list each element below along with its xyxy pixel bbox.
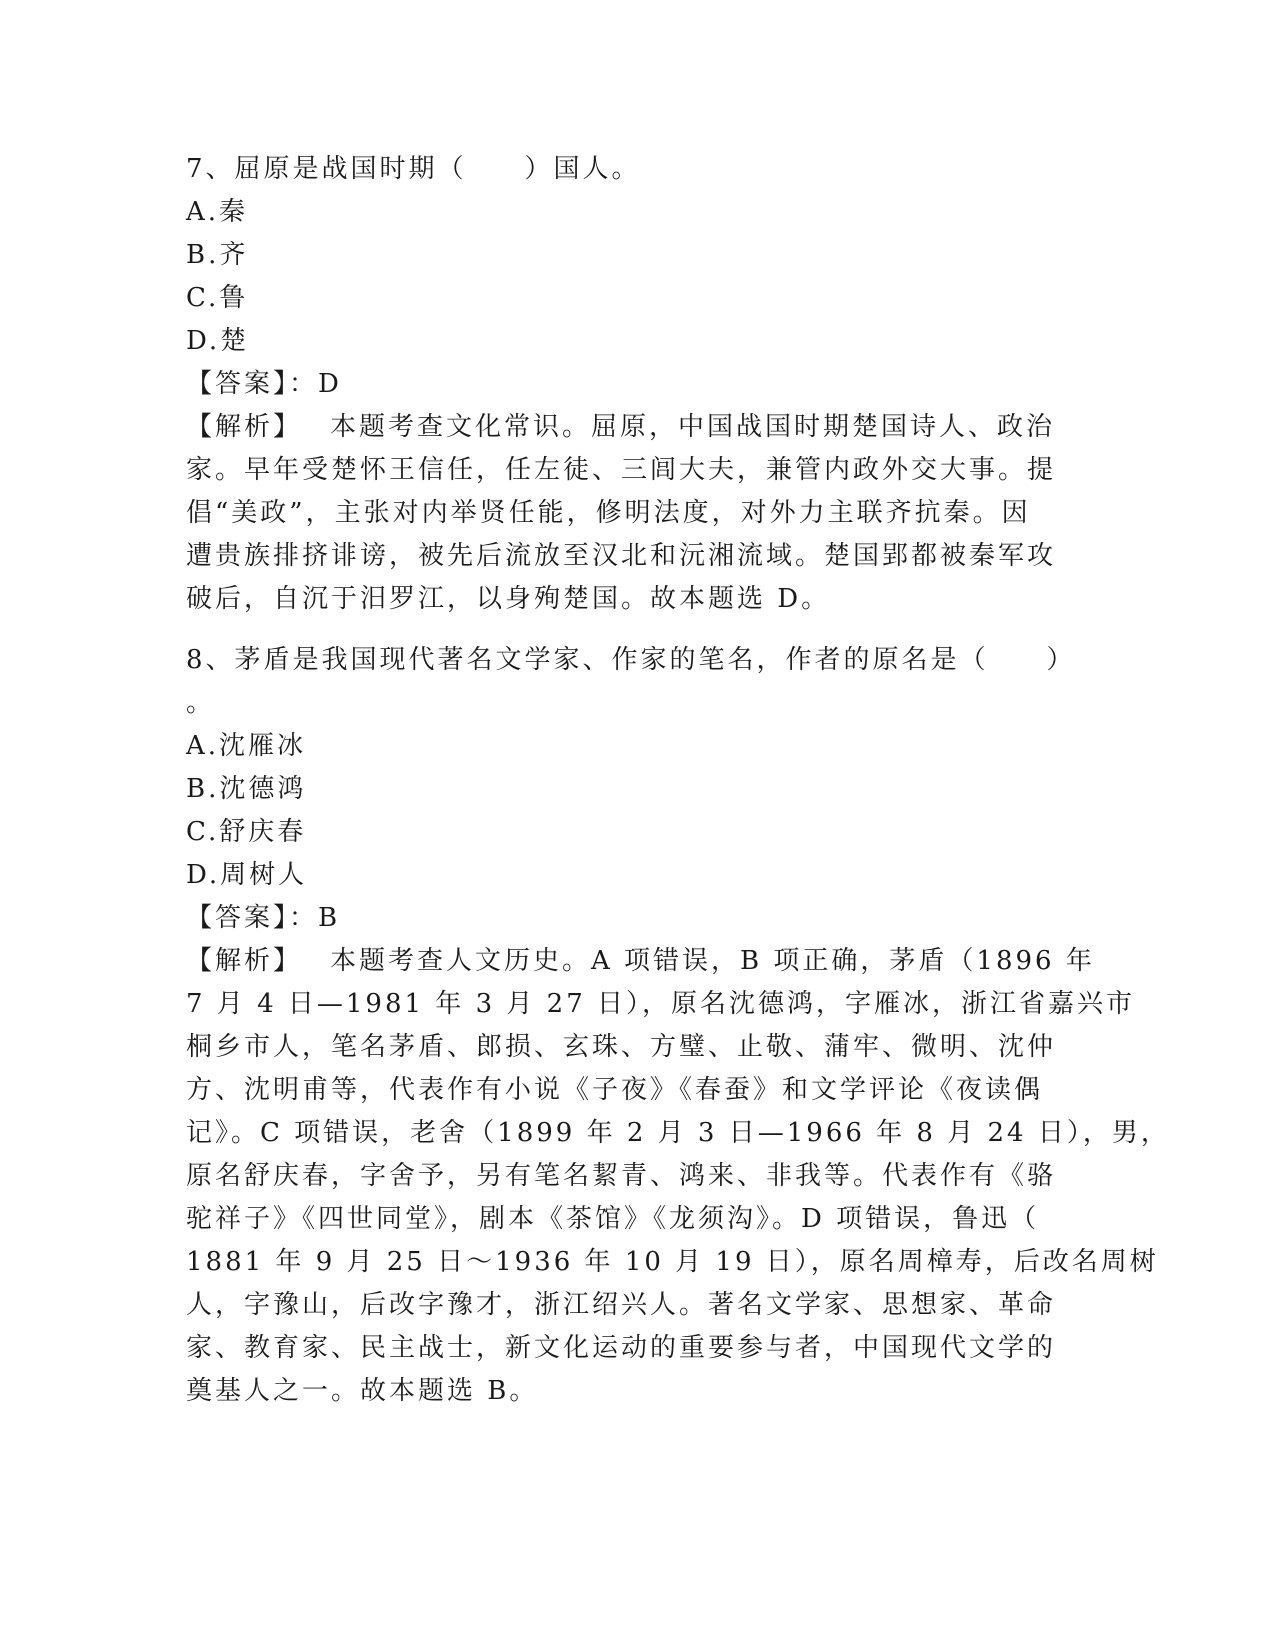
analysis-line: 驼祥子》《四世同堂》，剧本《茶馆》《龙须沟》。D 项错误，鲁迅（ <box>186 1204 1040 1234</box>
analysis-line: 破后，自沉于汨罗江，以身殉楚国。故本题选 D。 <box>186 584 831 614</box>
analysis-label: 【解析】 <box>186 412 303 442</box>
analysis-line: 家。早年受楚怀王信任，任左徒、三闾大夫，兼管内政外交大事。提 <box>186 455 1057 485</box>
option-b: B.沈德鸿 <box>186 774 307 804</box>
analysis-line: 奠基人之一。故本题选 B。 <box>186 1376 539 1406</box>
analysis-line: 【解析】 本题考查文化常识。屈原，中国战国时期楚国诗人、政治 <box>186 412 1056 442</box>
analysis-line: 记》。C 项错误，老舍（1899 年 2 月 3 日—1966 年 8 月 24 日），男， <box>186 1118 1170 1148</box>
answer-label: 【答案】： <box>186 903 319 933</box>
analysis-line: 方、沈明甫等，代表作有小说《子夜》《春蚕》和文学评论《夜读偶 <box>186 1075 1044 1105</box>
option-c: C.舒庆春 <box>186 817 307 847</box>
option-a: A.沈雁冰 <box>186 731 307 761</box>
option-b: B.齐 <box>186 240 249 270</box>
analysis-line: 1881 年 9 月 25 日～1936 年 10 月 19 日），原名周樟寿，后改名周树 <box>186 1247 1159 1277</box>
question-stem-continued: 。 <box>186 688 216 718</box>
option-d: D.楚 <box>186 326 250 356</box>
answer-line <box>186 363 1086 406</box>
option-a: A.秦 <box>186 197 249 227</box>
document-page <box>186 148 1170 1413</box>
answer-label: 【答案】： <box>186 369 319 399</box>
question-stem: 7、屈原是战国时期（ ）国人。 <box>186 154 641 184</box>
analysis-line: 桐乡市人，笔名茅盾、郎损、玄珠、方璧、止敬、蒲牢、微明、沈仲 <box>186 1032 1057 1062</box>
question-7 <box>186 148 1086 621</box>
option-c: C.鲁 <box>186 283 249 313</box>
answer-value: B <box>318 903 341 933</box>
question-8 <box>186 639 1170 1413</box>
analysis-line: 7 月 4 日—1981 年 3 月 27 日），原名沈德鸿，字雁冰，浙江省嘉兴市 <box>186 989 1135 1019</box>
analysis-line: 倡“美政”，主张对内举贤任能，修明法度，对外力主联齐抗秦。因 <box>186 498 1031 528</box>
analysis <box>186 940 1170 1413</box>
question-stem: 8、茅盾是我国现代著名文学家、作家的笔名，作者的原名是（ ） <box>186 645 1076 675</box>
analysis <box>186 406 1066 621</box>
analysis-label: 【解析】 <box>186 946 303 976</box>
option-d: D.周树人 <box>186 860 308 890</box>
analysis-line: 【解析】 本题考查人文历史。A 项错误，B 项正确，茅盾（1896 年 <box>186 946 1095 976</box>
analysis-line: 遭贵族排挤诽谤，被先后流放至汉北和沅湘流域。楚国郢都被秦军攻 <box>186 541 1057 571</box>
answer-value: D <box>318 369 342 399</box>
analysis-line: 人，字豫山，后改字豫才，浙江绍兴人。著名文学家、思想家、革命 <box>186 1290 1057 1320</box>
answer-line <box>186 897 1086 940</box>
analysis-line: 原名舒庆春，字舍予，另有笔名絜青、鸿来、非我等。代表作有《骆 <box>186 1161 1057 1191</box>
analysis-line: 家、教育家、民主战士，新文化运动的重要参与者，中国现代文学的 <box>186 1333 1057 1363</box>
